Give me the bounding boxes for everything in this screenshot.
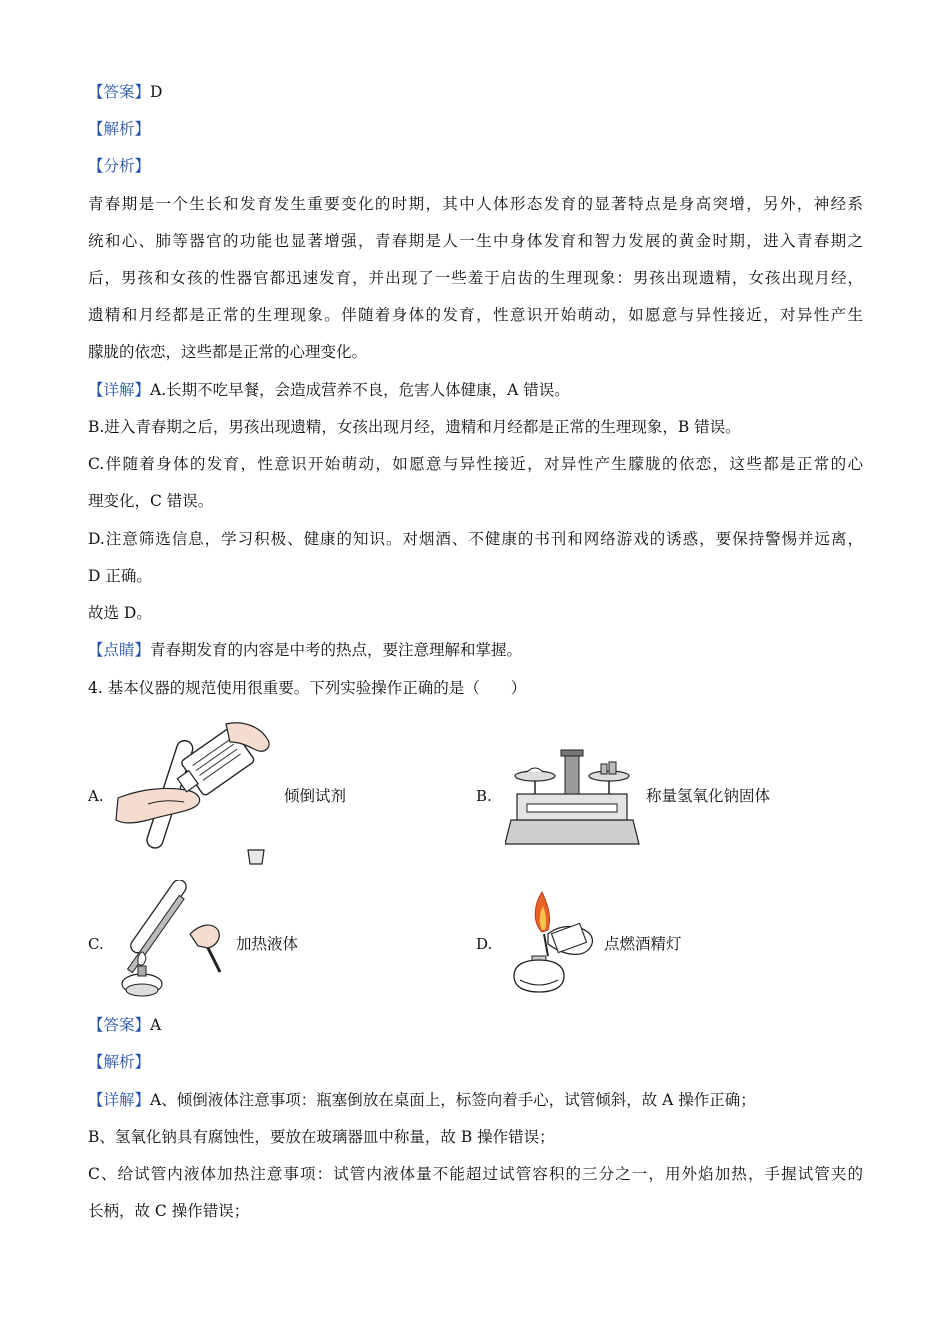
detail-a-text: A.长期不吃早餐，会造成营养不良，危害人体健康，A 错误。 (150, 381, 570, 399)
detail-line-d2: D 正确。 (88, 567, 152, 585)
answer-value: A (150, 1016, 162, 1034)
option-a-text: 倾倒试剂 (284, 787, 347, 805)
tip-text: 青春期发育的内容是中考的热点，要注意理解和掌握。 (150, 641, 523, 659)
option-d-letter: D. (476, 935, 493, 953)
detail-line-2c1: C、给试管内液体加热注意事项：试管内液体量不能超过试管容积的三分之一，用外焰加热，手握试管夹的 (88, 1165, 863, 1183)
detail-tag: 【详解】 (88, 381, 151, 399)
analysis-line-2 (88, 1052, 150, 1072)
answer-tag: 【答案】 (88, 1016, 151, 1034)
option-d-text: 点燃酒精灯 (604, 935, 682, 953)
fenxi-tag: 【分析】 (88, 157, 151, 175)
analysis-line-1 (88, 119, 150, 139)
fenxi-text-line: 青春期是一个生长和发育发生重要变化的时期，其中人体形态发育的显著特点是身高突增，另外，神经系 (88, 195, 863, 213)
answer-line-2 (88, 1015, 161, 1035)
detail-line-2a (88, 1090, 756, 1110)
lighting-lamp-figure (500, 880, 600, 998)
question-stem: 4. 基本仪器的规范使用很重要。下列实验操作正确的是（ ） (88, 679, 527, 697)
answer-value: D (150, 83, 163, 101)
fenxi-text-line: 朦胧的依恋，这些都是正常的心理变化。 (88, 343, 368, 361)
tip-tag: 【点睛】 (88, 641, 151, 659)
choose-line: 故选 D。 (88, 604, 152, 622)
option-c-letter: C. (88, 935, 104, 953)
option-a-letter: A. (88, 787, 104, 805)
detail-tag: 【详解】 (88, 1091, 151, 1109)
answer-tag: 【答案】 (88, 83, 151, 101)
detail-line-c2: 理变化，C 错误。 (88, 492, 214, 510)
detail-line-c1: C.伴随着身体的发育，性意识开始萌动，如愿意与异性接近，对异性产生朦胧的依恋，这些都是正常的心 (88, 455, 863, 473)
balance-figure (505, 748, 640, 846)
fenxi-text-line: 统和心、肺等器官的功能也显著增强，青春期是人一生中身体发育和智力发展的黄金时期，进入青春期之 (88, 232, 863, 250)
detail-line-2b: B、氢氧化钠具有腐蚀性，要放在玻璃器皿中称量，故 B 操作错误； (88, 1128, 555, 1146)
detail-line-b: B.进入青春期之后，男孩出现遗精，女孩出现月经，遗精和月经都是正常的生理现象，B 错误。 (88, 418, 741, 436)
detail-line-2c2: 长柄，故 C 操作错误； (88, 1202, 250, 1220)
tip-line (88, 640, 522, 660)
analysis-tag: 【解析】 (88, 120, 151, 138)
fenxi-text-line: 后，男孩和女孩的性器官都迅速发育，并出现了一些羞于启齿的生理现象：男孩出现遗精，女孩出现月经， (88, 269, 863, 287)
option-b-letter: B. (476, 787, 492, 805)
fenxi-line (88, 156, 150, 176)
option-b-text: 称量氢氧化钠固体 (646, 787, 771, 805)
option-c-text: 加热液体 (236, 935, 299, 953)
detail-line-a (88, 380, 570, 400)
answer-line-1 (88, 82, 162, 102)
detail-2a-text: A、倾倒液体注意事项：瓶塞倒放在桌面上，标签向着手心，试管倾斜，故 A 操作正确； (150, 1091, 756, 1109)
fenxi-text-line: 遗精和月经都是正常的生理现象。伴随着身体的发育，性意识开始萌动，如愿意与异性接近，对异性产生 (88, 306, 863, 324)
heating-liquid-figure (112, 880, 232, 1005)
pouring-reagent-figure (108, 720, 278, 868)
detail-line-d1: D.注意筛选信息，学习积极、健康的知识。对烟酒、不健康的书刊和网络游戏的诱惑，要保持警惕并远离， (88, 530, 863, 548)
analysis-tag: 【解析】 (88, 1053, 151, 1071)
